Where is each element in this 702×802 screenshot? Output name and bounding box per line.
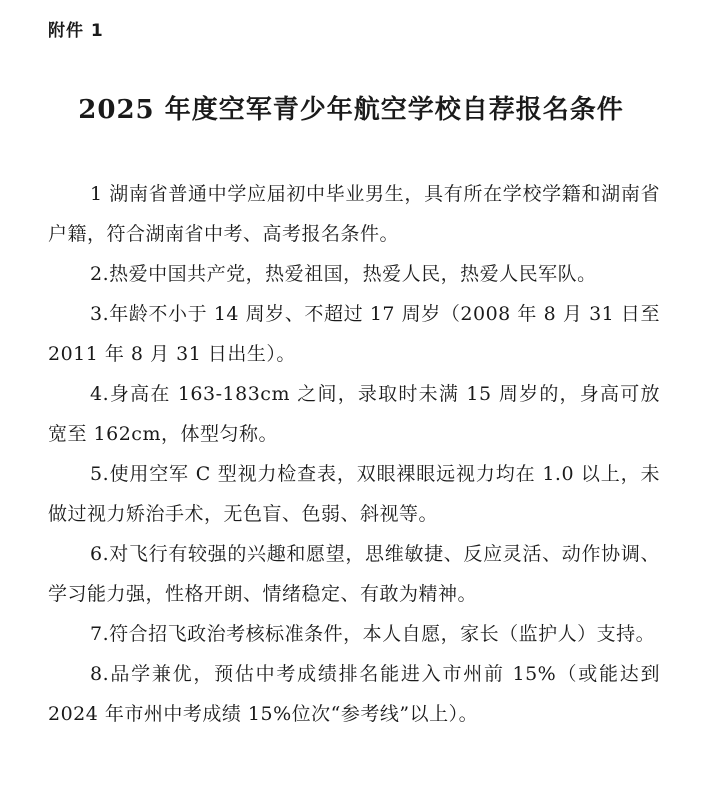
condition-paragraph-4: 4.身高在 163-183cm 之间，录取时未满 15 周岁的，身高可放宽至 162cm，体型匀称。	[48, 383, 660, 445]
condition-paragraph-1: 1 湖南省普通中学应届初中毕业男生，具有所在学校学籍和湖南省户籍，符合湖南省中考、高考报名条件。	[48, 183, 660, 245]
condition-paragraph-2: 2.热爱中国共产党，热爱祖国，热爱人民，热爱人民军队。	[90, 263, 597, 285]
condition-paragraph-8: 8.品学兼优，预估中考成绩排名能进入市州前 15%（或能达到 2024 年市州中考成绩 15%位次“参考线”以上）。	[48, 663, 660, 725]
condition-paragraph-7: 7.符合招飞政治考核标准条件，本人自愿，家长（监护人）支持。	[90, 623, 656, 645]
document-body	[48, 174, 660, 734]
condition-paragraph-6: 6.对飞行有较强的兴趣和愿望，思维敏捷、反应灵活、动作协调、学习能力强，性格开朗、情绪稳定、有敢为精神。	[48, 543, 660, 605]
condition-paragraph-3: 3.年龄不小于 14 周岁、不超过 17 周岁（2008 年 8 月 31 日至 2011 年 8 月 31 日出生）。	[48, 303, 660, 365]
document-title: 2025 年度空军青少年航空学校自荐报名条件	[78, 95, 624, 125]
attachment-label: 附件 1	[48, 21, 104, 41]
condition-paragraph-5: 5.使用空军 C 型视力检查表，双眼裸眼远视力均在 1.0 以上，未做过视力矫治手术，无色盲、色弱、斜视等。	[48, 463, 660, 525]
